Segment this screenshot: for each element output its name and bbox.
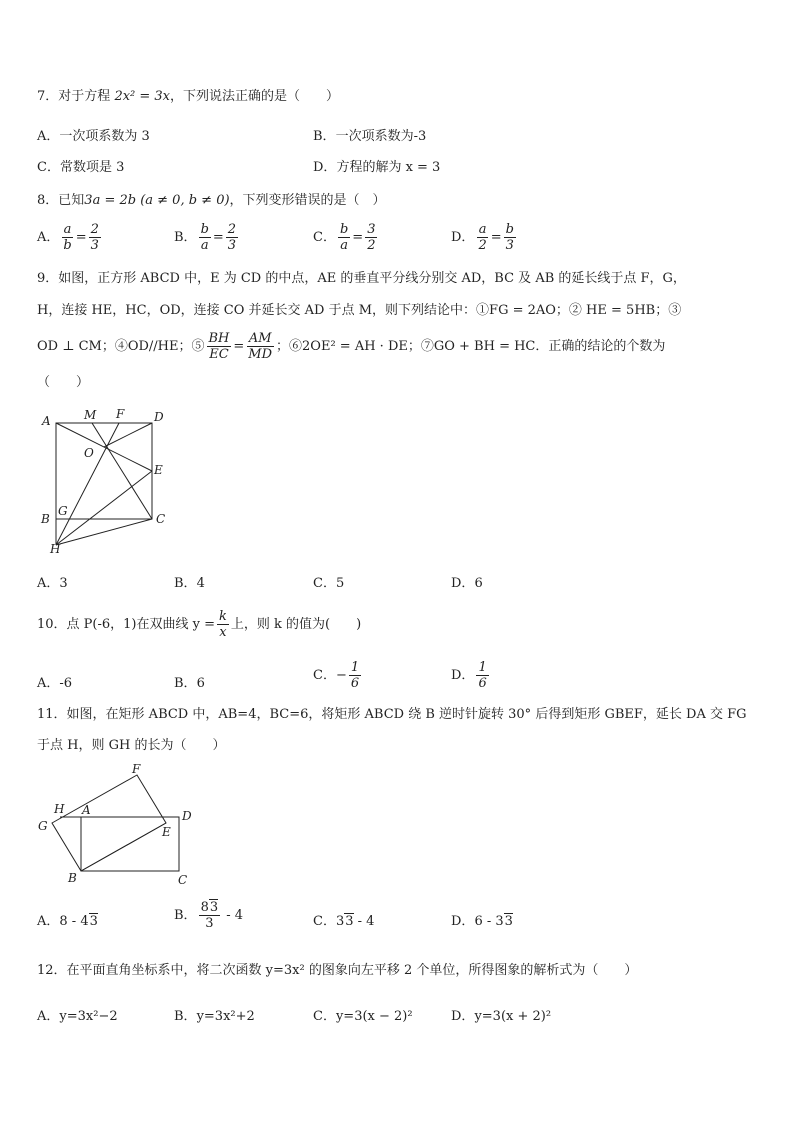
q9-figure — [36, 405, 176, 557]
question-9-line-3: OD ⊥ CM；④OD//HE；⑤ $\frac{BH}{EC}$ = $\frac{AM}{MD}$ ；⑥2OE² = AH · DE；⑦GO + BH = HC．正确的结论的个数为 — [37, 331, 666, 362]
label-H: H — [54, 802, 65, 816]
question-number: 8． — [37, 193, 59, 208]
q12-option-b[interactable]: B．y=3x²+2 — [174, 1009, 255, 1024]
q11-option-c[interactable]: C．33 - 4 — [313, 914, 375, 929]
label-B: B — [41, 512, 50, 526]
question-stem: 对于方程 — [58, 89, 111, 104]
q11-figure — [34, 762, 204, 888]
label-A: A — [82, 803, 91, 817]
label-F: F — [116, 407, 125, 421]
label-D: D — [182, 809, 192, 823]
label-E: E — [154, 463, 163, 477]
q12-option-c[interactable]: C．y=3(x − 2)² — [313, 1009, 413, 1024]
q9-option-d[interactable]: D．6 — [451, 576, 483, 591]
label-M: M — [84, 408, 97, 422]
label-G: G — [38, 819, 48, 833]
q7-option-a[interactable]: A．一次项系数为 3 — [37, 129, 150, 144]
label-C: C — [178, 873, 188, 887]
question-stem-tail: ，下列说法正确的是（ ） — [170, 89, 340, 104]
label-C: C — [156, 512, 166, 526]
label-D: D — [154, 410, 164, 424]
q10-option-c[interactable]: C．− $\frac{1}{6}$ — [313, 660, 360, 691]
label-A: A — [42, 414, 51, 428]
q7-option-b[interactable]: B．一次项系数为-3 — [313, 129, 427, 144]
q10-option-d[interactable]: D． $\frac{1}{6}$ — [451, 660, 487, 691]
q8-option-c[interactable]: C． $\frac{b}{a}$ = $\frac{3}{2}$ — [313, 222, 376, 253]
label-E: E — [162, 825, 171, 839]
q9-option-b[interactable]: B．4 — [174, 576, 205, 591]
q7-option-d[interactable]: D．方程的解为 x = 3 — [313, 160, 441, 175]
q12-option-a[interactable]: A．y=3x²−2 — [37, 1009, 118, 1024]
q11-option-d[interactable]: D．6 - 33 — [451, 914, 513, 929]
equation: 2x² = 3x — [114, 89, 171, 104]
label-O: O — [84, 446, 94, 460]
label-H: H — [50, 542, 61, 556]
question-9-line-2: H，连接 HE，HC，OD，连接 CO 并延长交 AD 于点 M，则下列结论中：①FG = 2AO；② HE = 5HB；③ — [37, 303, 682, 318]
q10-option-a[interactable]: A．-6 — [37, 676, 73, 691]
question-10: 10．点 P(-6，1)在双曲线 y = $\frac{k}{x}$ 上，则 k 的值为( ) — [37, 609, 362, 640]
q7-option-c[interactable]: C．常数项是 3 — [37, 160, 125, 175]
question-11-line-2: 于点 H，则 GH 的长为（ ） — [37, 738, 226, 753]
q8-option-b[interactable]: B． $\frac{b}{a}$ = $\frac{2}{3}$ — [174, 222, 237, 253]
question-12: 12．在平面直角坐标系中，将二次函数 y=3x² 的图象向左平移 2 个单位，所得图象的解析式为（ ） — [37, 963, 638, 978]
question-11-line-1: 11．如图，在矩形 ABCD 中，AB=4，BC=6，将矩形 ABCD 绕 B 逆时针旋转 30° 后得到矩形 GBEF，延长 DA 交 FG — [37, 707, 747, 722]
q11-option-a[interactable]: A．8 - 43 — [37, 914, 98, 929]
question-8: 8．已知3a = 2b (a ≠ 0, b ≠ 0)，下列变形错误的是（ ） — [37, 193, 386, 208]
question-number: 7． — [37, 89, 59, 104]
label-G: G — [58, 504, 68, 518]
q9-option-a[interactable]: A．3 — [37, 576, 68, 591]
question-9-line-4: （ ） — [37, 375, 90, 390]
q8-option-a[interactable]: A． $\frac{a}{b}$ = $\frac{2}{3}$ — [37, 222, 99, 253]
q12-option-d[interactable]: D．y=3(x + 2)² — [451, 1009, 552, 1024]
q9-option-c[interactable]: C．5 — [313, 576, 345, 591]
q10-option-b[interactable]: B．6 — [174, 676, 205, 691]
label-F: F — [132, 762, 141, 776]
question-9-line-1: 9．如图，正方形 ABCD 中，E 为 CD 的中点，AE 的垂直平分线分别交 AD，BC 及 AB 的延长线于点 F，G， — [37, 271, 686, 286]
question-7 — [37, 88, 339, 106]
q8-option-d[interactable]: D． $\frac{a}{2}$ = $\frac{b}{3}$ — [451, 222, 514, 253]
q11-option-b[interactable]: B． $\frac{83}{3}$ - 4 — [174, 900, 244, 931]
label-B: B — [68, 871, 77, 885]
condition: 3a = 2b (a ≠ 0, b ≠ 0) — [84, 193, 230, 208]
